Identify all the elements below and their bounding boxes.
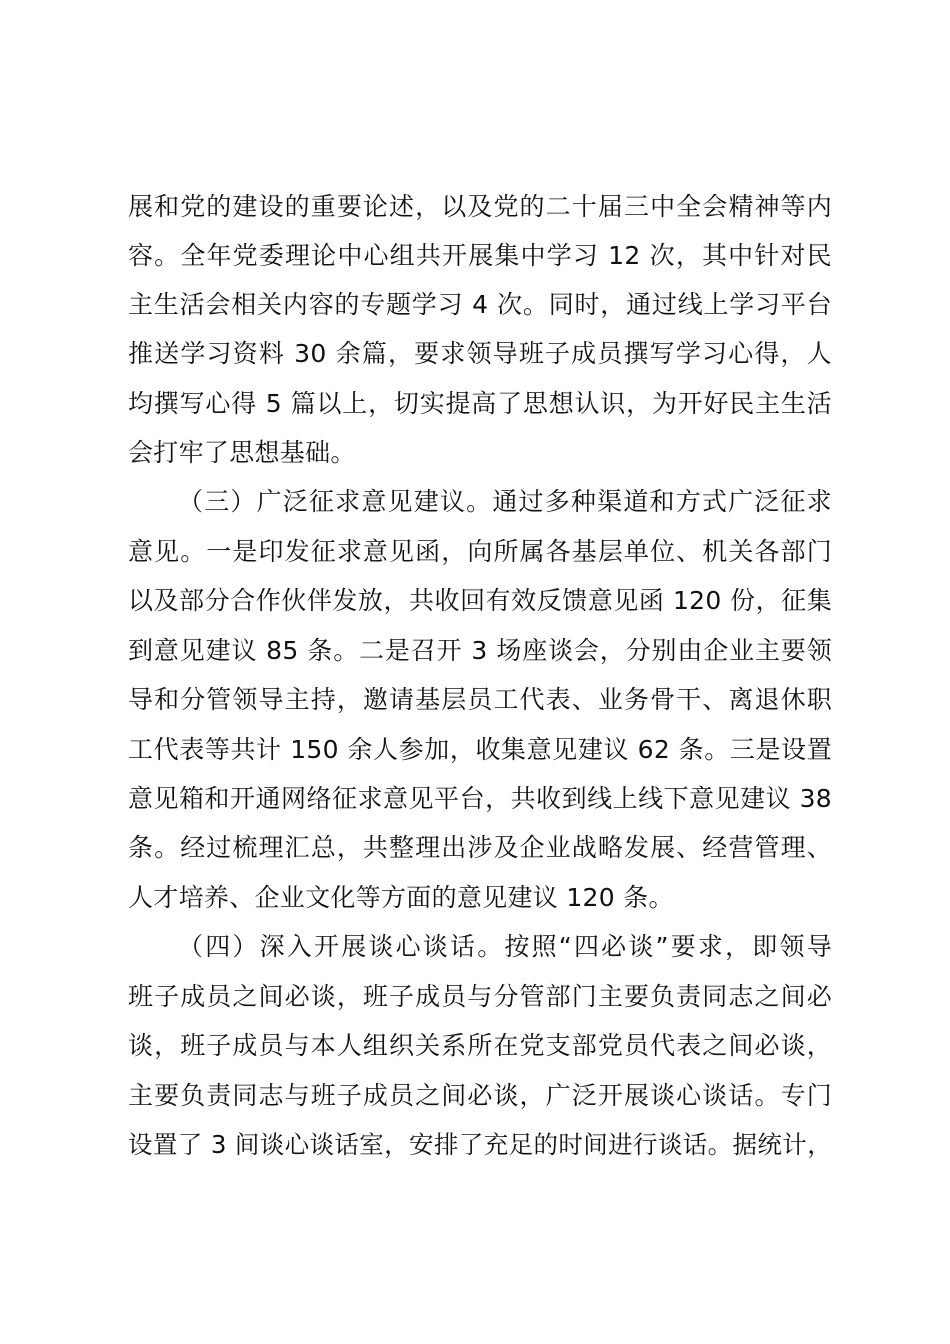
text-line: 谈，班子成员与本人组织关系所在党支部党员代表之间必谈， bbox=[128, 1031, 832, 1060]
text-line: 班子成员之间必谈，班子成员与分管部门主要负责同志之间必 bbox=[128, 982, 832, 1011]
text-line: 主生活会相关内容的专题学习 4 次。同时，通过线上学习平台 bbox=[128, 290, 832, 319]
text-line: 均撰写心得 5 篇以上，切实提高了思想认识，为开好民主生活 bbox=[128, 389, 832, 418]
text-line: 容。全年党委理论中心组共开展集中学习 12 次，其中针对民 bbox=[128, 241, 832, 270]
text-line: 条。经过梳理汇总，共整理出涉及企业战略发展、经营管理、 bbox=[128, 833, 832, 862]
section-heading-line: （三）广泛征求意见建议。通过多种渠道和方式广泛征求 bbox=[178, 487, 832, 516]
text-line: 会打牢了思想基础。 bbox=[128, 438, 356, 467]
text-line: 推送学习资料 30 余篇，要求领导班子成员撰写学习心得，人 bbox=[128, 339, 832, 368]
text-line: 工代表等共计 150 余人参加，收集意见建议 62 条。三是设置 bbox=[128, 735, 832, 764]
text-line: 导和分管领导主持，邀请基层员工代表、业务骨干、离退休职 bbox=[128, 685, 832, 714]
text-line: 以及部分合作伙伴发放，共收回有效反馈意见函 120 份，征集 bbox=[128, 586, 832, 615]
text-line: 到意见建议 85 条。二是召开 3 场座谈会，分别由企业主要领 bbox=[128, 636, 832, 665]
section-heading-line: （四）深入开展谈心谈话。按照“四必谈”要求，即领导 bbox=[178, 932, 832, 961]
text-line: 人才培养、企业文化等方面的意见建议 120 条。 bbox=[128, 883, 674, 912]
text-line: 设置了 3 间谈心谈话室，安排了充足的时间进行谈话。据统计， bbox=[128, 1130, 832, 1159]
text-line: 意见箱和开通网络征求意见平台，共收到线上线下意见建议 38 bbox=[128, 784, 832, 813]
text-line: 展和党的建设的重要论述，以及党的二十届三中全会精神等内 bbox=[128, 192, 832, 221]
text-line: 主要负责同志与班子成员之间必谈，广泛开展谈心谈话。专门 bbox=[128, 1081, 832, 1110]
text-line: 意见。一是印发征求意见函，向所属各基层单位、机关各部门 bbox=[128, 537, 832, 566]
